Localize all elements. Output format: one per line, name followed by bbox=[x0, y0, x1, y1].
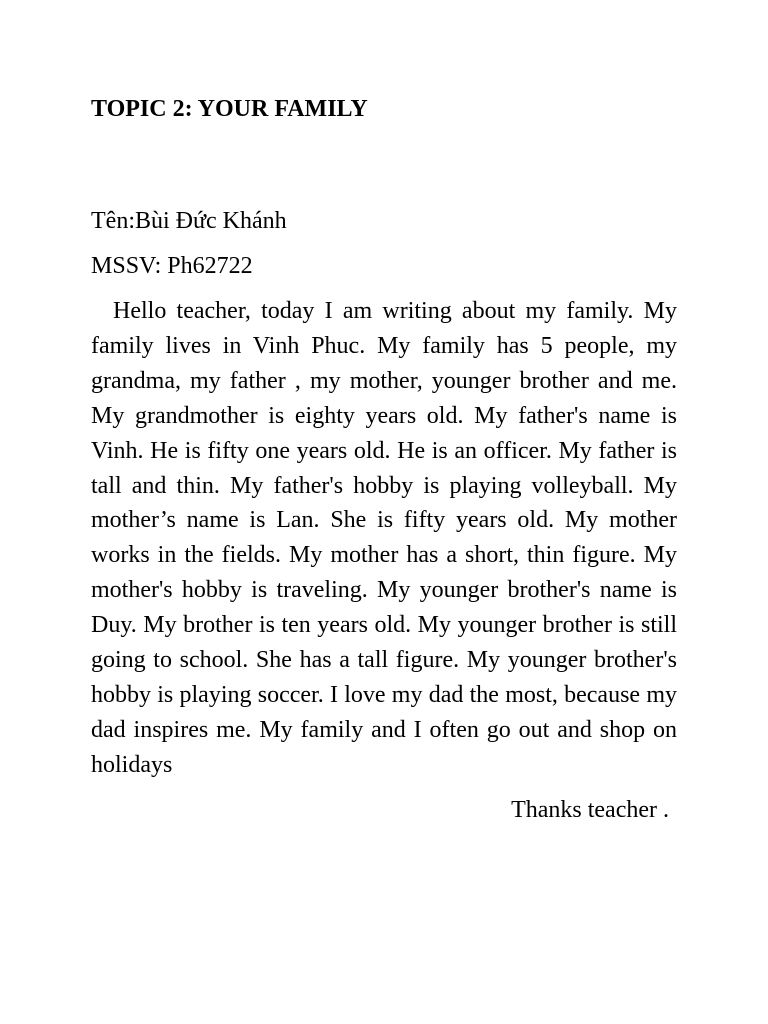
closing-line: Thanks teacher . bbox=[511, 797, 669, 823]
document-title: TOPIC 2: YOUR FAMILY bbox=[91, 96, 368, 122]
student-id-line: MSSV: Ph62722 bbox=[91, 253, 253, 279]
essay-body: Hello teacher, today I am writing about my family. My family lives in Vinh Phuc. My family has 5 people, my grandma, my father , my mother, younger brother and me. My grandmother is eighty years old. My father's name is Vinh. He is fifty one years old. He is an officer. My father is tall and thin. My father's hobby is playing volleyball. My mother’s name is Lan. She is fifty years old. My mother works in the fields. My mother has a short, thin figure. My mother's hobby is traveling. My younger brother's name is Duy. My brother is ten years old. My younger brother is still going to school. She has a tall figure. My younger brother's hobby is playing soccer. I love my dad the most, because my dad inspires me. My family and I often go out and shop on holidays bbox=[91, 298, 677, 778]
student-name-line: Tên:Bùi Đức Khánh bbox=[91, 208, 287, 234]
